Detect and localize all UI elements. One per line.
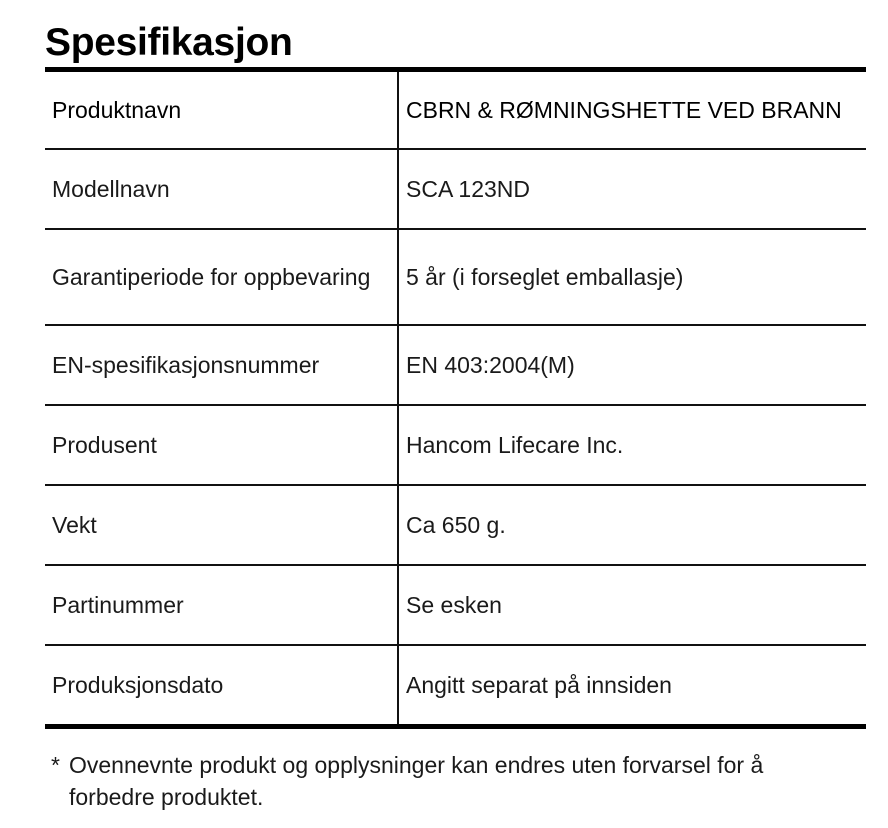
table-row-product-name <box>45 70 866 150</box>
table-row-batch-number <box>45 565 866 645</box>
row-label: Partinummer <box>45 565 398 645</box>
footnote-text: Ovennevnte produkt og opplysninger kan endres uten forvarsel for å forbedre produktet. <box>69 752 764 810</box>
table-row-weight <box>45 485 866 565</box>
footnote-marker: * <box>51 752 60 778</box>
specification-table <box>45 67 866 729</box>
table-row-model-name <box>45 149 866 229</box>
table-row-production-date <box>45 645 866 727</box>
row-label: Produktnavn <box>45 70 398 150</box>
row-value: Hancom Lifecare Inc. <box>398 405 866 485</box>
row-value: 5 år (i forseglet emballasje) <box>398 229 866 325</box>
footnote <box>51 749 851 813</box>
row-label: Modellnavn <box>45 149 398 229</box>
row-label: Produsent <box>45 405 398 485</box>
row-label: Garantiperiode for oppbevaring <box>45 229 398 325</box>
table-row-en-spec-number <box>45 325 866 405</box>
row-label: Vekt <box>45 485 398 565</box>
page-title: Spesifikasjon <box>45 21 293 64</box>
table-row-manufacturer <box>45 405 866 485</box>
table-row-warranty-period <box>45 229 866 325</box>
row-label: EN-spesifikasjonsnummer <box>45 325 398 405</box>
row-value: Angitt separat på innsiden <box>398 645 866 727</box>
row-label: Produksjonsdato <box>45 645 398 727</box>
row-value: SCA 123ND <box>398 149 866 229</box>
row-value: EN 403:2004(M) <box>398 325 866 405</box>
row-value: CBRN & RØMNINGSHETTE VED BRANN <box>398 70 866 150</box>
row-value: Se esken <box>398 565 866 645</box>
row-value: Ca 650 g. <box>398 485 866 565</box>
